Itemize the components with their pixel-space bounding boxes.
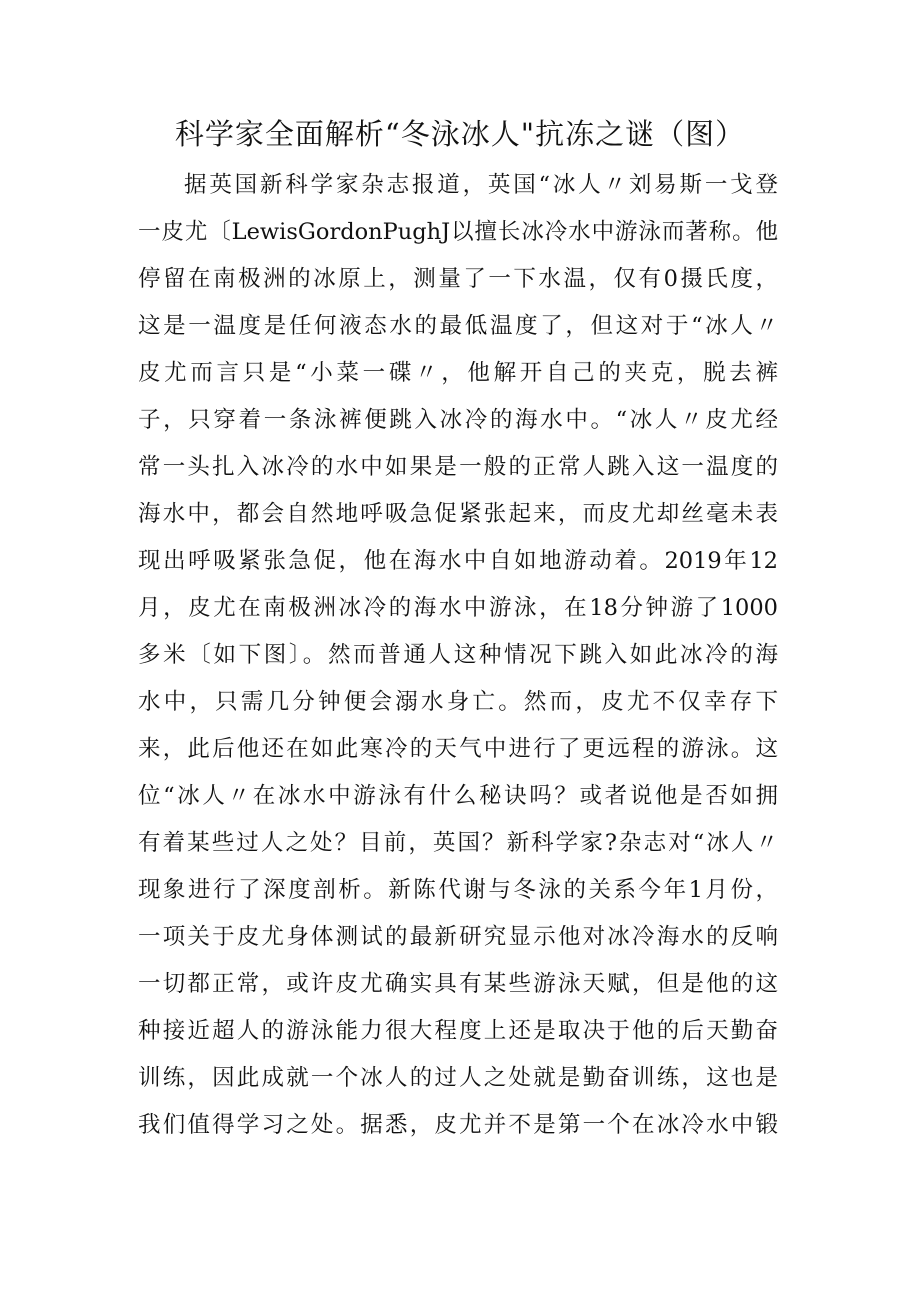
body-line-20: 训练，因此成就一个冰人的过人之处就是勤奋训练，这也是 <box>138 1065 778 1091</box>
body-line-1: 据英国新科学家杂志报道，英国“冰人〃刘易斯一戈登 <box>184 172 778 198</box>
body-line-11: 多米〔如下图〕。然而普通人这种情况下跳入如此冰冷的海 <box>138 642 778 668</box>
body-line-16: 现象进行了深度剖析。新陈代谢与冬泳的关系今年1月份， <box>138 877 778 903</box>
body-line-21: 我们值得学习之处。据悉，皮尤并不是第一个在冰冷水中锻 <box>138 1112 778 1138</box>
body-line-4: 这是一温度是任何液态水的最低温度了，但这对于“冰人〃 <box>138 313 778 339</box>
body-line-13: 来，此后他还在如此寒冷的天气中进行了更远程的游泳。这 <box>138 736 778 762</box>
body-line-5: 皮尤而言只是“小菜一碟〃，他解开自己的夹克，脱去裤 <box>138 360 778 386</box>
body-line-8: 海水中，都会自然地呼吸急促紧张起来，而皮尤却丝毫未表 <box>138 501 778 527</box>
body-line-3: 停留在南极洲的冰原上，测量了一下水温，仅有0摄氏度， <box>138 266 778 292</box>
body-line-17: 一项关于皮尤身体测试的最新研究显示他对冰冷海水的反响 <box>138 924 778 950</box>
body-line-10: 月，皮尤在南极洲冰冷的海水中游泳，在18分钟游了1000 <box>138 595 778 621</box>
body-line-12: 水中，只需几分钟便会溺水身亡。然而，皮尤不仅幸存下 <box>138 689 778 715</box>
body-line-18: 一切都正常，或许皮尤确实具有某些游泳天赋，但是他的这 <box>138 971 778 997</box>
body-line-7: 常一头扎入冰冷的水中如果是一般的正常人跳入这一温度的 <box>138 454 778 480</box>
body-line-19: 种接近超人的游泳能力很大程度上还是取决于他的后天勤奋 <box>138 1018 778 1044</box>
body-line-2: 一皮尤〔LewisGordonPughJ以擅长冰冷水中游泳而著称。他 <box>138 219 778 245</box>
body-line-14: 位“冰人〃在冰水中游泳有什么秘诀吗？或者说他是否如拥 <box>138 783 778 809</box>
body-line-6: 子，只穿着一条泳裤便跳入冰冷的海水中。“冰人〃皮尤经 <box>138 407 778 433</box>
body-line-9: 现出呼吸紧张急促，他在海水中自如地游动着。2019年12 <box>138 548 778 574</box>
article-title: 科学家全面解析“冬泳冰人"抗冻之谜（图） <box>174 117 746 151</box>
body-line-15: 有着某些过人之处？目前，英国？新科学家?杂志对“冰人〃 <box>138 830 778 856</box>
